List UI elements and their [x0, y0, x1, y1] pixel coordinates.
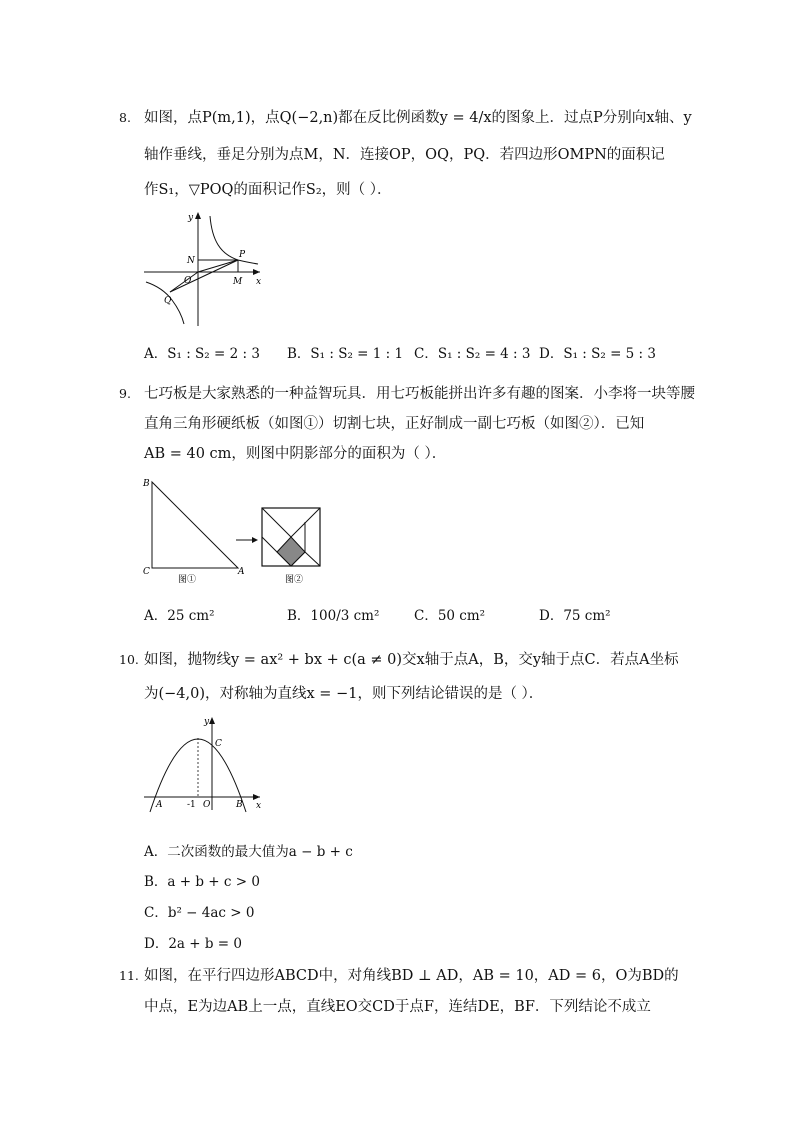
q10-label-B: B [236, 800, 243, 810]
q8-label-O: O [184, 276, 192, 286]
q9-label-fig1: 图① [178, 575, 197, 585]
q11-number: 11. [119, 968, 139, 983]
q8-label-y: y [188, 213, 194, 223]
q10-label-x: x [256, 801, 262, 811]
q10-option-a: A．二次函数的最大值为a − b + c [144, 844, 353, 860]
q9-option-d: D．75 cm² [539, 608, 611, 624]
q10-option-c: C．b² − 4ac > 0 [144, 905, 255, 921]
q10-option-d: D．2a + b = 0 [144, 936, 242, 952]
q9-figure [140, 474, 340, 586]
q11-line-2: 中点，E为边AB上一点，直线EO交CD于点F，连结DE，BF．下列结论不成立 [144, 999, 651, 1015]
q8-option-a: A．S₁ : S₂ = 2 : 3 [144, 346, 260, 362]
q10-option-b: B．a + b + c > 0 [144, 874, 260, 890]
q8-label-P: P [239, 250, 246, 260]
q10-label-O: O [203, 800, 211, 810]
q10-line-2: 为(−4,0)，对称轴为直线x = −1，则下列结论错误的是（ ）． [144, 686, 544, 702]
q10-label-A: A [156, 800, 163, 810]
q10-number: 10. [119, 652, 139, 667]
q8-option-c: C．S₁ : S₂ = 4 : 3 [414, 346, 531, 362]
q9-label-fig2: 图② [285, 575, 304, 585]
q9-option-b: B．100/3 cm² [287, 608, 380, 624]
q11-line-1: 如图，在平行四边形ABCD中，对角线BD ⊥ AD，AB = 10，AD = 6，O为BD的 [144, 968, 679, 984]
q9-line-3: AB = 40 cm，则图中阴影部分的面积为（ ）． [144, 446, 447, 462]
q9-label-B: B [143, 479, 150, 489]
q8-option-d: D．S₁ : S₂ = 5 : 3 [539, 346, 656, 362]
q9-label-A: A [238, 567, 245, 577]
q10-label-neg1: -1 [187, 800, 196, 810]
q9-line-2: 直角三角形硬纸板（如图①）切割七块，正好制成一副七巧板（如图②）．已知 [144, 416, 645, 432]
q8-number: 8. [119, 110, 131, 125]
q9-option-c: C．50 cm² [414, 608, 486, 624]
q9-number: 9. [119, 386, 131, 401]
q10-label-y: y [204, 717, 210, 727]
q8-line-3: 作S₁，▽POQ的面积记作S₂，则（ ）． [144, 182, 392, 198]
q9-option-a: A．25 cm² [144, 608, 215, 624]
q9-line-1: 七巧板是大家熟悉的一种益智玩具．用七巧板能拼出许多有趣的图案．小李将一块等腰 [144, 386, 695, 402]
q10-label-C: C [215, 739, 222, 749]
q10-figure [140, 714, 270, 814]
q8-label-M: M [233, 277, 243, 287]
q8-line-2: 轴作垂线，垂足分别为点M，N．连接OP，OQ，PQ．若四边形OMPN的面积记 [144, 147, 665, 163]
q8-label-Q: Q [164, 296, 172, 306]
q8-line-1: 如图，点P(m,1)，点Q(−2,n)都在反比例函数y = 4/x的图象上．过点P分别向x轴、y [144, 110, 692, 126]
q9-label-C: C [143, 567, 150, 577]
q8-label-N: N [187, 256, 195, 266]
q8-option-b: B．S₁ : S₂ = 1 : 1 [287, 346, 404, 362]
q8-figure [140, 210, 270, 328]
q8-label-x: x [256, 277, 262, 287]
q10-line-1: 如图，抛物线y = ax² + bx + c(a ≠ 0)交x轴于点A，B，交y轴于点C．若点A坐标 [144, 652, 679, 668]
